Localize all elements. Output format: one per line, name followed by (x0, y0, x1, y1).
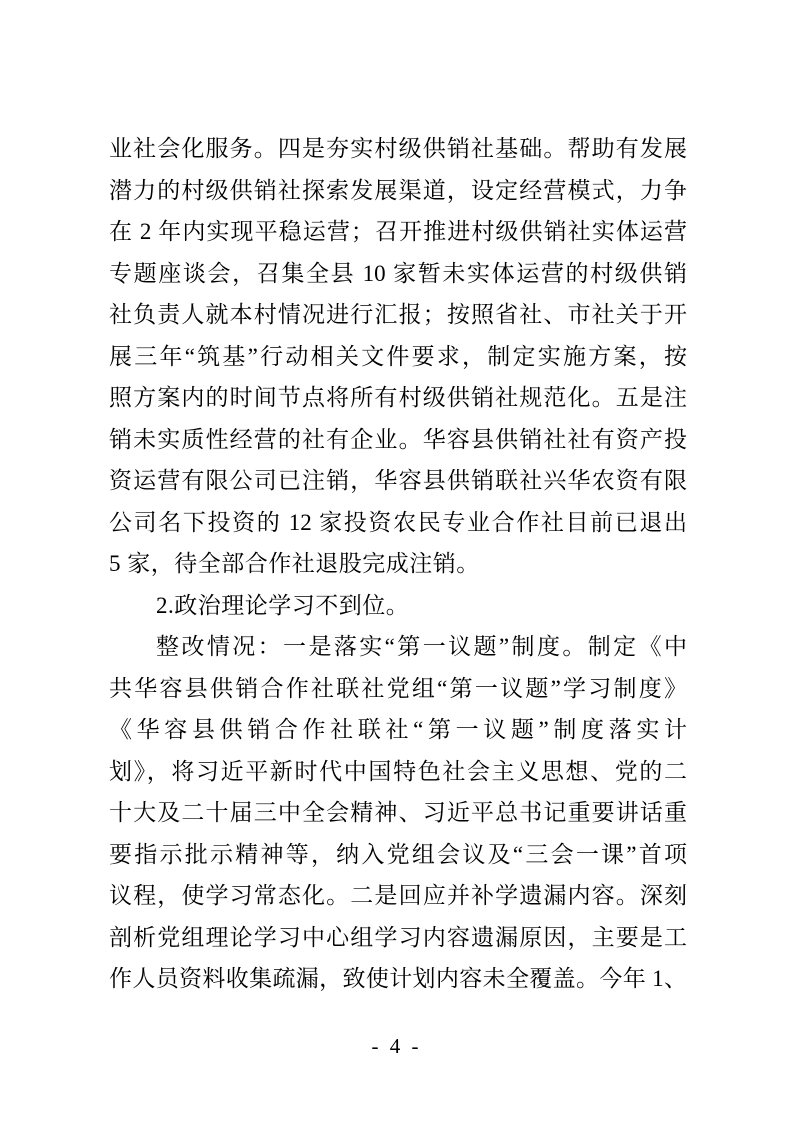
text-line: 资运营有限公司已注销，华容县供销联社兴华农资有限 (109, 468, 687, 493)
page-number: - 4 - (371, 1034, 422, 1058)
text-line: 社负责人就本村情况进行汇报；按照省社、市社关于开 (109, 302, 687, 327)
text-line: 整改情况：一是落实“第一议题”制度。制定《中 (156, 634, 687, 659)
text-line: 专题座谈会，召集全县 10 家暂未实体运营的村级供销 (109, 260, 687, 286)
text-line: 销未实质性经营的社有企业。华容县供销社社有资产投 (109, 426, 687, 452)
text-line: 5 家，待全部合作社退股完成注销。 (109, 551, 480, 576)
text-line: 照方案内的时间节点将所有村级供销社规范化。五是注 (109, 385, 687, 410)
text-line: 展三年“筑基”行动相关文件要求，制定实施方案，按 (109, 343, 687, 369)
text-line: 潜力的村级供销社探索发展渠道，设定经营模式，力争 (109, 177, 687, 203)
text-line: 议程，使学习常态化。二是回应并补学遗漏内容。深刻 (109, 883, 687, 908)
text-line: 共华容县供销合作社联社党组“第一议题”学习制度》 (109, 675, 687, 701)
text-line: 要指示批示精神等，纳入党组会议及“三会一课”首项 (109, 841, 687, 867)
text-line: 十大及二十届三中全会精神、习近平总书记重要讲话重 (109, 800, 687, 825)
text-line: 作人员资料收集疏漏，致使计划内容未全覆盖。今年 1、 (109, 966, 687, 991)
text-line: 公司名下投资的 12 家投资农民专业合作社目前已退出 (109, 509, 687, 535)
text-line: 剖析党组理论学习中心组学习内容遗漏原因，主要是工 (109, 924, 687, 950)
document-body (109, 128, 687, 1000)
text-line: 业社会化服务。四是夯实村级供销社基础。帮助有发展 (109, 136, 687, 161)
text-line-heading: 2.政治理论学习不到位。 (156, 592, 410, 618)
text-line: 《华容县供销合作社联社“第一议题”制度落实计 (109, 717, 687, 742)
text-line: 划》，将习近平新时代中国特色社会主义思想、党的二 (109, 758, 687, 784)
text-line: 在 2 年内实现平稳运营；召开推进村级供销社实体运营 (109, 219, 687, 244)
